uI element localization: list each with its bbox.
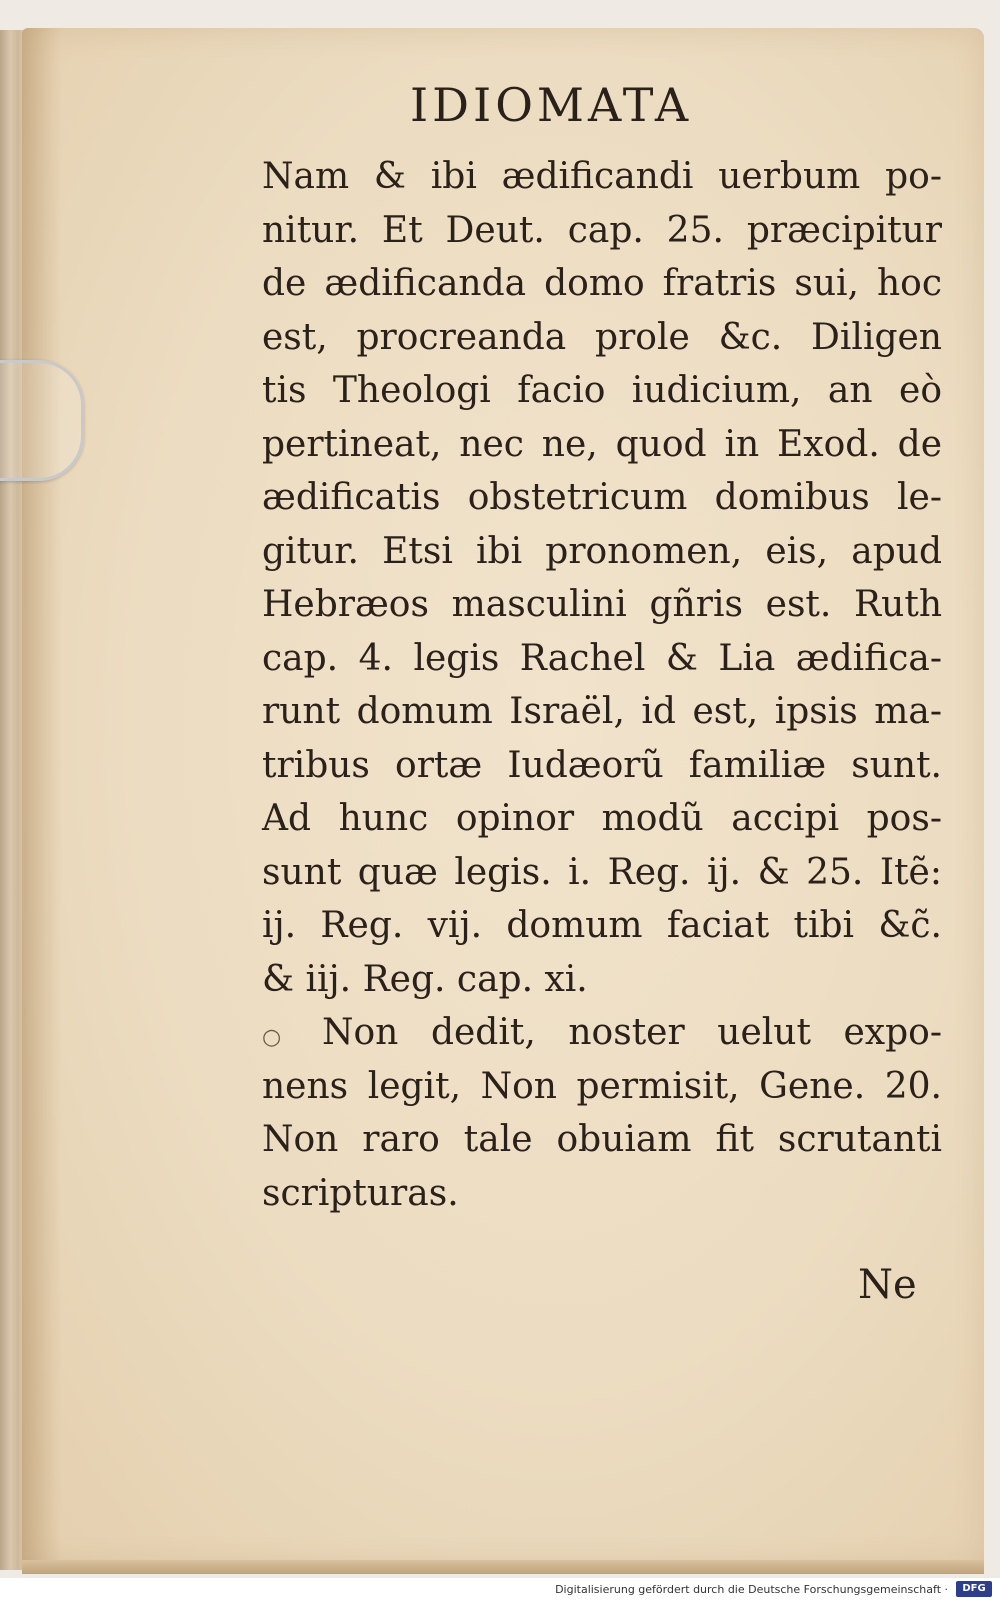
text-line: Non dedit, noster uelut expo- bbox=[322, 1012, 942, 1053]
paragraph-start-line bbox=[262, 1006, 942, 1060]
digitization-credit: Digitalisierung gefördert durch die Deutsche Forschungsgemeinschaft · bbox=[555, 1583, 948, 1596]
text-line: nitur. Et Deut. cap. 25. præcipitur bbox=[262, 209, 942, 251]
text-block bbox=[262, 150, 942, 1220]
text-line: de ædificanda domo fratris sui, hoc bbox=[262, 263, 942, 304]
text-line: gitur. Etsi ibi pronomen, eis, apud bbox=[262, 530, 942, 572]
text-line: nens legit, Non permisit, Gene. 20. bbox=[262, 1065, 942, 1107]
text-line: est, procreanda prole &c. Diligen bbox=[262, 316, 942, 358]
text-line: sunt quæ legis. i. Reg. ij. & 25. Itẽ: bbox=[262, 851, 942, 893]
running-head: IDIOMATA bbox=[410, 78, 693, 132]
page-gutter bbox=[22, 28, 62, 1566]
catchword: Ne bbox=[858, 1262, 917, 1308]
dfg-logo: DFG bbox=[956, 1581, 992, 1597]
text-line: Nam & ibi ædificandi uerbum po- bbox=[262, 156, 942, 197]
text-line: tis Theologi facio iudicium, an eò bbox=[262, 370, 942, 411]
text-line: runt domum Israël, id est, ipsis ma- bbox=[262, 691, 942, 732]
text-line: Hebræos masculini gñris est. Ruth bbox=[262, 584, 942, 625]
text-line: Ad hunc opinor modũ accipi pos- bbox=[262, 798, 942, 839]
page-clip bbox=[0, 360, 84, 481]
text-line: pertineat, nec ne, quod in Exod. de bbox=[262, 423, 942, 465]
text-line: & iij. Reg. cap. xi. bbox=[262, 958, 588, 1000]
text-line: tribus ortæ Iudæorũ familiæ sunt. bbox=[262, 744, 942, 786]
paragraph-mark: ○ bbox=[262, 1025, 282, 1050]
text-line: ij. Reg. vij. domum faciat tibi &c̃. bbox=[262, 905, 942, 946]
text-line: cap. 4. legis Rachel & Lia ædifica- bbox=[262, 637, 942, 679]
text-line: Non raro tale obuiam fit scrutanti bbox=[262, 1119, 942, 1160]
book-edge-bottom bbox=[22, 1560, 984, 1574]
text-line: scripturas. bbox=[262, 1172, 459, 1214]
text-line: ædificatis obstetricum domibus le- bbox=[262, 477, 942, 518]
